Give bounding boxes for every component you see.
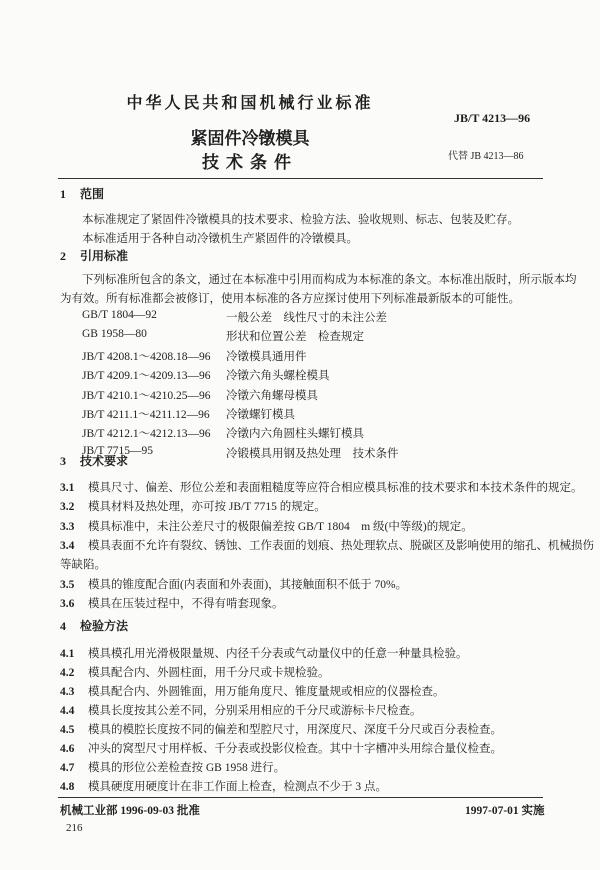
clause-number: 4.5 bbox=[60, 724, 75, 736]
clause-text: 模具模孔用光滑极限量规、内径千分表或气动量仪中的任意一种量具检验。 bbox=[88, 648, 468, 660]
clause-item bbox=[60, 664, 330, 680]
clause-text: 模具的锥度配合面(内表面和外表面)，其接触面积不低于 70%。 bbox=[88, 578, 408, 591]
doc-title-line2: 技术条件 bbox=[202, 153, 298, 173]
clause-item bbox=[60, 595, 284, 611]
clause-number: 4.1 bbox=[60, 648, 75, 660]
clause-item bbox=[60, 702, 422, 718]
clause-number: 4.4 bbox=[60, 705, 75, 717]
effective-date: 1997-07-01 实施 bbox=[465, 805, 545, 817]
clause-item bbox=[60, 576, 407, 592]
paragraph: 下列标准所包含的条文，通过在本标准中引用而构成为本标准的条文。本标准出版时，所示版本均 bbox=[82, 274, 577, 286]
section-heading: 2 引用标准 bbox=[60, 249, 129, 263]
standard-code: JB/T 4213—96 bbox=[454, 111, 531, 125]
replaces-note: 代替 JB 4213—86 bbox=[448, 151, 524, 162]
section-heading: 4 检验方法 bbox=[60, 619, 129, 633]
clause-text: 模具表面不允许有裂纹、锈蚀、工作表面的划痕、热处理软点、脱碳区及影响使用的缩孔、机械损伤 bbox=[88, 539, 594, 552]
clause-item bbox=[60, 498, 326, 514]
clause-number: 4.6 bbox=[60, 743, 75, 755]
clause-text: 模具标准中，未注公差尺寸的极限偏差按 GB/T 1804 m 级(中等级)的规定。 bbox=[88, 520, 473, 533]
clause-text: 冲头的窝型尺寸用样板、千分表或投影仪检查。其中十字槽冲头用综合量仪检查。 bbox=[88, 743, 502, 755]
clause-number: 4.8 bbox=[60, 781, 75, 793]
clause-text: 模具材料及热处理，亦可按 JB/T 7715 的规定。 bbox=[88, 501, 326, 514]
reference-title: 冷镦六角螺母模具 bbox=[226, 389, 318, 402]
clause-text: 模具的形位公差检查按 GB 1958 进行。 bbox=[88, 762, 286, 774]
clause-item bbox=[60, 479, 583, 495]
reference-title: 冷镦模具通用件 bbox=[226, 350, 307, 363]
clause-number: 3.3 bbox=[60, 520, 75, 533]
paragraph: 为有效。所有标准都会被修订，使用本标准的各方应探讨使用下列标准最新版本的可能性。 bbox=[60, 293, 520, 305]
clause-text: 模具的模腔长度按不同的偏差和型腔尺寸，用深度尺、深度千分尺或百分表检查。 bbox=[88, 724, 502, 736]
clause-text: 模具尺寸、偏差、形位公差和表面粗糙度等应符合相应模具标准的技术要求和本技术条件的规定。 bbox=[88, 482, 583, 494]
issuing-org: 中华人民共和国机械行业标准 bbox=[126, 93, 374, 112]
clause-item bbox=[60, 645, 468, 661]
clause-item bbox=[60, 683, 445, 699]
reference-code: JB/T 4209.1～4209.13—96 bbox=[82, 370, 211, 383]
clause-number: 4.2 bbox=[60, 667, 75, 679]
reference-code: JB/T 7715—95 bbox=[82, 444, 154, 457]
paragraph: 本标准适用于各种自动冷镦机生产紧固件的冷镦模具。 bbox=[82, 233, 358, 245]
clause-number: 3.2 bbox=[60, 501, 75, 514]
reference-title: 冷镦螺钉模具 bbox=[226, 409, 295, 421]
reference-title: 冷镦内六角圆柱头螺钉模具 bbox=[226, 428, 364, 441]
reference-code: GB 1958—80 bbox=[82, 328, 147, 341]
clause-text: 模具配合内、外圆锥面，用万能角度尺、锥度量规或相应的仪器检查。 bbox=[88, 686, 445, 698]
page-number: 216 bbox=[66, 822, 83, 834]
clause-text: 模具硬度用硬度计在非工作面上检查，检测点不少于 3 点。 bbox=[88, 781, 387, 793]
doc-title-line1: 紧固件冷镦模具 bbox=[190, 129, 310, 149]
clause-item bbox=[60, 537, 594, 553]
reference-code: JB/T 4212.1～4212.13—96 bbox=[82, 428, 211, 441]
section-heading: 1 范围 bbox=[60, 187, 105, 201]
clause-number: 3.1 bbox=[60, 482, 75, 494]
reference-title: 形状和位置公差 检查规定 bbox=[226, 331, 364, 344]
clause-number: 4.3 bbox=[60, 686, 75, 698]
reference-code: JB/T 4211.1～4211.12—96 bbox=[82, 409, 210, 421]
reference-title: 一般公差 线性尺寸的未注公差 bbox=[226, 312, 387, 324]
clause-item bbox=[60, 518, 473, 534]
top-divider bbox=[58, 178, 543, 179]
clause-text: 模具配合内、外圆柱面，用千分尺或卡规检验。 bbox=[88, 667, 330, 679]
clause-number: 3.6 bbox=[60, 597, 75, 610]
clause-number: 4.7 bbox=[60, 762, 75, 774]
clause-text-continued: 等缺陷。 bbox=[60, 559, 106, 572]
reference-title: 冷镦六角头螺栓模具 bbox=[226, 370, 330, 383]
paragraph: 本标准规定了紧固件冷镦模具的技术要求、检验方法、验收规则、标志、包装及贮存。 bbox=[82, 214, 519, 226]
bottom-divider bbox=[58, 797, 543, 798]
clause-text: 模具在压装过程中，不得有啃套现象。 bbox=[88, 597, 284, 610]
clause-item bbox=[60, 740, 502, 756]
clause-item bbox=[60, 759, 285, 775]
reference-code: JB/T 4210.1～4210.25—96 bbox=[82, 389, 211, 402]
clause-number: 3.4 bbox=[60, 539, 75, 552]
section-heading: 3 技术要求 bbox=[60, 454, 129, 468]
clause-item bbox=[60, 721, 502, 737]
reference-code: JB/T 4208.1～4208.18—96 bbox=[82, 350, 211, 363]
approval-note: 机械工业部 1996-09-03 批准 bbox=[60, 805, 200, 817]
clause-number: 3.5 bbox=[60, 578, 75, 591]
reference-title: 冷锻模具用钢及热处理 技术条件 bbox=[226, 447, 399, 460]
clause-text: 模具长度按其公差不同，分别采用相应的千分尺或游标卡尺检查。 bbox=[88, 705, 422, 717]
clause-item bbox=[60, 778, 387, 794]
reference-code: GB/T 1804—92 bbox=[82, 309, 157, 321]
